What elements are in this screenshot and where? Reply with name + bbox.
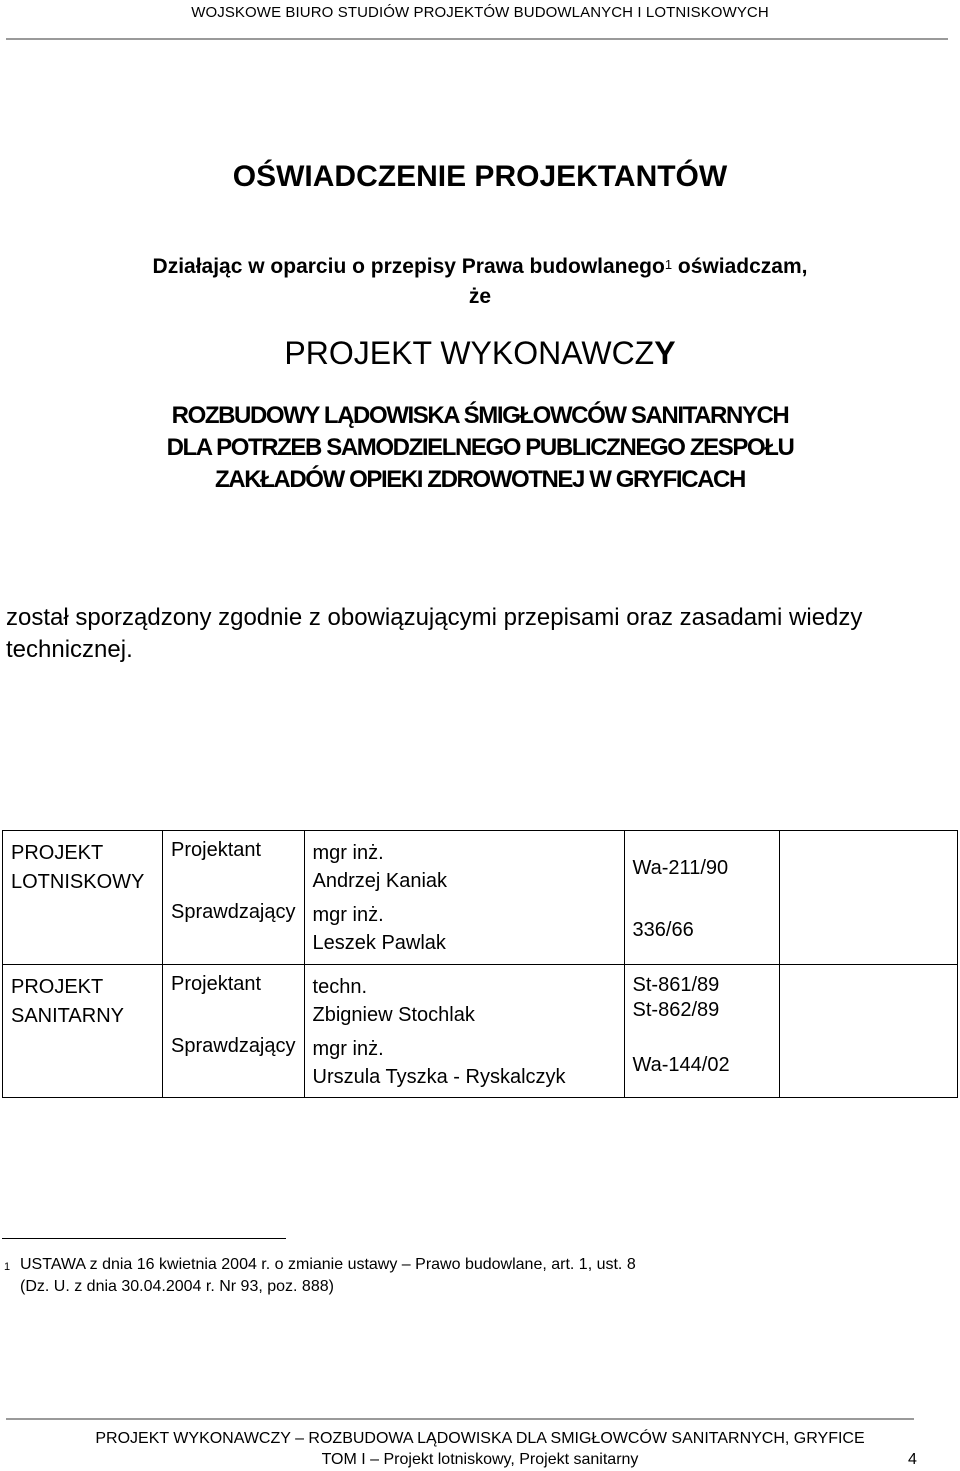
footnote-reference: 1 (664, 257, 673, 272)
person-title: mgr inż. (312, 1038, 384, 1060)
page-header: WOJSKOWE BIURO STUDIÓW PROJEKTÓW BUDOWLANYCH I LOTNISKOWYCH (191, 4, 769, 21)
license-number: 336/66 (632, 919, 694, 941)
subject-line-2: DLA POTRZEB SAMODZIELNEGO PUBLICZNEGO ZESPOŁU (166, 434, 794, 461)
intro-text-end: oświadczam, (672, 255, 808, 278)
role-label: Projektant (171, 839, 262, 861)
empty-cell (779, 965, 957, 1098)
role-cell (163, 965, 305, 1098)
footnote (4, 1254, 944, 1298)
person-name: Andrzej Kaniak (312, 870, 448, 892)
license-cell (624, 831, 779, 965)
empty-cell (779, 831, 957, 965)
document-title: OŚWIADCZENIE PROJEKTANTÓW (232, 160, 728, 193)
project-subject (0, 400, 960, 496)
footer-divider (6, 1418, 914, 1420)
license-cell (624, 965, 779, 1098)
person-title: mgr inż. (312, 904, 384, 926)
role-label: Sprawdzający (171, 901, 296, 923)
license-number: St-862/89 (632, 999, 720, 1021)
footer-volume-line: TOM I – Projekt lotniskowy, Projekt sanitarny (321, 1451, 639, 1468)
intro-text-start: Działając w oparciu o przepisy Prawa budowlanego (152, 255, 665, 278)
section-label: LOTNISKOWY (11, 871, 145, 893)
project-type-last-letter: Y (654, 335, 676, 371)
person-name: Leszek Pawlak (312, 932, 446, 954)
intro-text (0, 252, 960, 312)
subject-line-3: ZAKŁADÓW OPIEKI ZDROWOTNEJ W GRYFICACH (215, 466, 745, 493)
footnote-text-line2: (Dz. U. z dnia 30.04.2004 r. Nr 93, poz. 888) (20, 1278, 334, 1295)
footer-project-line: PROJEKT WYKONAWCZY – ROZBUDOWA LĄDOWISKA DLA SMIGŁOWCÓW SANITARNYCH, GRYFICE (95, 1430, 865, 1447)
designers-table (2, 830, 958, 1098)
role-label: Sprawdzający (171, 1035, 296, 1057)
section-cell (3, 965, 163, 1098)
table-row (3, 831, 958, 965)
role-label: Projektant (171, 973, 262, 995)
person-cell (304, 831, 624, 965)
section-label: SANITARNY (11, 1005, 124, 1027)
person-cell (304, 965, 624, 1098)
license-number: Wa-144/02 (632, 1054, 730, 1076)
page-number: 4 (908, 1451, 917, 1468)
role-cell (163, 831, 305, 965)
footnote-text-line1: USTAWA z dnia 16 kwietnia 2004 r. o zmianie ustawy – Prawo budowlane, art. 1, ust. 8 (20, 1256, 636, 1273)
person-name: Urszula Tyszka - Ryskalczyk (312, 1066, 566, 1088)
footnote-number: 1 (4, 1261, 11, 1273)
person-title: techn. (312, 976, 367, 998)
license-number: St-861/89 (632, 974, 720, 996)
header-divider (6, 38, 948, 40)
project-type (0, 335, 960, 372)
subject-line-1: ROZBUDOWY LĄDOWISKA ŚMIGŁOWCÓW SANITARNYCH (171, 402, 789, 429)
section-label: PROJEKT (11, 976, 104, 998)
section-cell (3, 831, 163, 965)
intro-text-line2: że (468, 285, 492, 308)
table-row (3, 965, 958, 1098)
person-name: Zbigniew Stochlak (312, 1004, 475, 1026)
section-label: PROJEKT (11, 842, 104, 864)
license-number: Wa-211/90 (632, 857, 729, 879)
footnote-separator (2, 1238, 286, 1239)
person-title: mgr inż. (312, 842, 384, 864)
statement-text: został sporządzony zgodnie z obowiązującymi przepisami oraz zasadami wiedzy technicznej. (6, 604, 863, 663)
project-type-main: PROJEKT WYKONAWCZ (284, 335, 655, 371)
